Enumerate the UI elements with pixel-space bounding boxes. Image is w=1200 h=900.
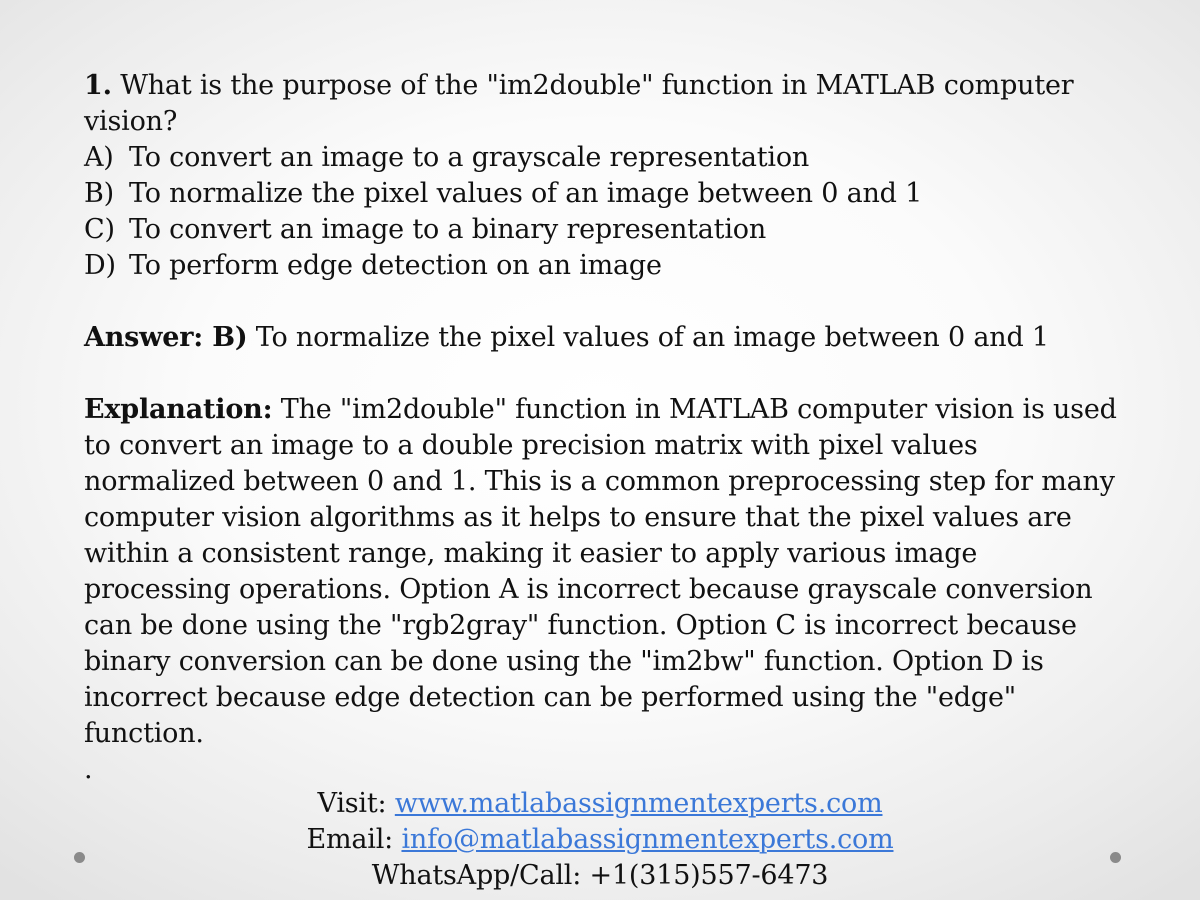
answer-label: Answer: B) [84,322,248,353]
option-letter: A) [84,142,114,173]
decorative-dot-right [1110,852,1121,863]
option-a [84,140,1124,176]
option-letter: C) [84,214,115,245]
option-text: To convert an image to a binary representation [129,214,767,245]
explanation-label: Explanation: [84,394,273,425]
option-d [84,248,1124,284]
explanation-paragraph [84,392,1124,752]
phone-line: WhatsApp/Call: +1(315)557-6473 [371,860,829,891]
visit-line [0,786,1200,822]
question-text: What is the purpose of the "im2double" function in MATLAB computer vision? [84,70,1074,137]
website-link[interactable]: www.matlabassignmentexperts.com [394,788,883,819]
decorative-dot-left [74,852,85,863]
answer-line [84,320,1124,356]
question-line [84,68,1124,140]
email-link[interactable]: info@matlabassignmentexperts.com [401,824,894,855]
option-text: To normalize the pixel values of an image between 0 and 1 [129,178,923,209]
spacer [84,356,1124,392]
spacer [84,284,1124,320]
question-block [84,68,1124,788]
option-letter: B) [84,178,114,209]
option-c [84,212,1124,248]
contact-footer [0,786,1200,894]
answer-text: To normalize the pixel values of an image between 0 and 1 [255,322,1049,353]
explanation-text: The "im2double" function in MATLAB computer vision is used to convert an image to a double precision matrix with pixel values normalized between 0 and 1. This is a common preprocessing step for many computer vision algorithms as it helps to ensure that the pixel values are within a consistent range, making it easier to apply various image processing operations. Option A is incorrect because grayscale conversion can be done using the "rgb2gray" function. Option C is incorrect because binary conversion can be done using the "im2bw" function. Option D is incorrect because edge detection can be performed using the "edge" function. [84,394,1117,749]
explanation-trailing-dot: . [84,754,93,785]
option-text: To convert an image to a grayscale representation [129,142,810,173]
visit-label: Visit: [317,788,387,819]
email-line [0,822,1200,858]
option-letter: D) [84,250,116,281]
email-label: Email: [306,824,394,855]
question-number: 1. [84,70,112,101]
option-b [84,176,1124,212]
option-text: To perform edge detection on an image [129,250,662,281]
